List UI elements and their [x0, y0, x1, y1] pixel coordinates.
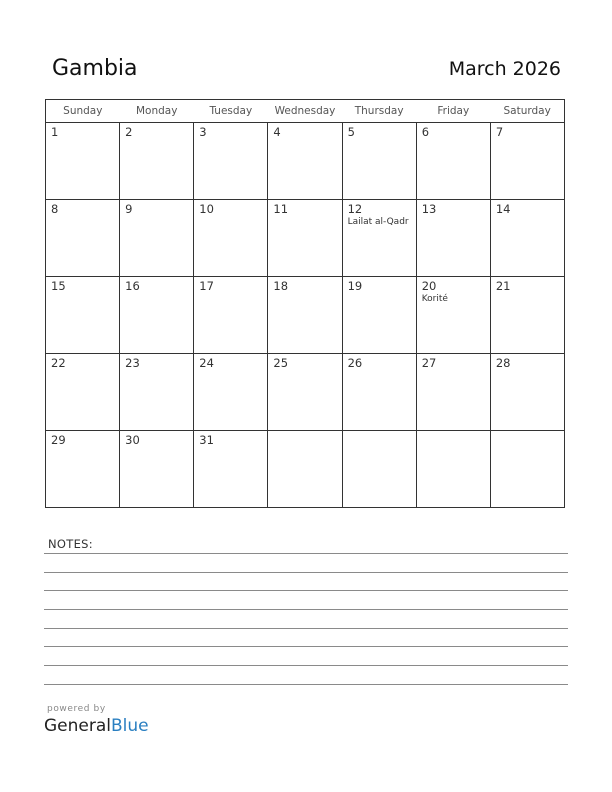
powered-by-text: powered by	[47, 704, 106, 714]
day-cell	[120, 431, 194, 508]
day-cell	[194, 354, 268, 431]
week-row	[46, 354, 565, 431]
day-number: 20	[421, 279, 437, 293]
day-number: 9	[125, 202, 133, 216]
day-cell	[416, 277, 490, 354]
day-number: 16	[125, 279, 140, 293]
day-number: 15	[51, 279, 66, 293]
day-cell	[194, 431, 268, 508]
day-cell	[342, 431, 416, 508]
weekday-monday: Monday	[120, 100, 194, 123]
day-cell	[46, 431, 120, 508]
day-cell	[490, 354, 564, 431]
calendar-grid	[45, 99, 565, 508]
day-cell	[46, 354, 120, 431]
day-cell	[490, 200, 564, 277]
week-row	[46, 277, 565, 354]
day-cell	[342, 354, 416, 431]
week-row	[46, 123, 565, 200]
day-cell	[194, 200, 268, 277]
day-number: 29	[51, 433, 66, 447]
day-cell	[120, 354, 194, 431]
day-number: 8	[51, 202, 59, 216]
note-line	[44, 553, 568, 554]
day-cell	[194, 123, 268, 200]
day-cell	[490, 123, 564, 200]
holiday-label: Lailat al-Qadr	[347, 217, 409, 227]
day-number: 28	[495, 356, 511, 370]
week-row	[46, 431, 565, 508]
day-cell	[416, 123, 490, 200]
month-year-title: March 2026	[448, 58, 561, 80]
weekday-sunday: Sunday	[46, 100, 120, 123]
note-line	[44, 628, 568, 629]
day-cell	[268, 123, 342, 200]
day-cell	[120, 123, 194, 200]
day-cell	[194, 277, 268, 354]
day-number: 14	[495, 202, 511, 216]
day-number: 12	[347, 202, 363, 216]
day-cell	[46, 123, 120, 200]
note-line	[44, 665, 568, 666]
day-cell	[342, 123, 416, 200]
weekday-wednesday: Wednesday	[268, 100, 342, 123]
day-cell	[268, 277, 342, 354]
weekday-friday: Friday	[416, 100, 490, 123]
day-cell	[416, 354, 490, 431]
day-cell	[120, 200, 194, 277]
day-number: 26	[347, 356, 363, 370]
note-line	[44, 572, 568, 573]
day-number: 7	[495, 125, 504, 139]
day-cell	[46, 277, 120, 354]
day-number: 27	[421, 356, 437, 370]
day-cell	[490, 431, 564, 508]
note-line	[44, 609, 568, 610]
holiday-label: Korité	[421, 294, 448, 304]
note-line	[44, 590, 568, 591]
day-number: 23	[125, 356, 140, 370]
day-number: 1	[51, 125, 59, 139]
note-line	[44, 684, 568, 685]
day-cell	[342, 200, 416, 277]
brand-general: General	[44, 716, 111, 736]
day-number: 13	[421, 202, 437, 216]
day-cell	[268, 354, 342, 431]
day-cell	[342, 277, 416, 354]
day-cell	[268, 200, 342, 277]
day-number: 2	[125, 125, 133, 139]
day-cell	[46, 200, 120, 277]
week-row	[46, 200, 565, 277]
day-number: 10	[199, 202, 214, 216]
weekday-header-row	[46, 100, 565, 123]
note-line	[44, 646, 568, 647]
day-number: 19	[347, 279, 363, 293]
day-number: 21	[495, 279, 511, 293]
day-number: 4	[273, 125, 281, 139]
day-cell	[416, 200, 490, 277]
day-number: 17	[199, 279, 214, 293]
country-title: Gambia	[52, 56, 138, 81]
weekday-saturday: Saturday	[490, 100, 564, 123]
weekday-thursday: Thursday	[342, 100, 416, 123]
day-number: 25	[273, 356, 289, 370]
day-number: 30	[125, 433, 140, 447]
weekday-tuesday: Tuesday	[194, 100, 268, 123]
day-number: 18	[273, 279, 289, 293]
day-number: 31	[199, 433, 214, 447]
day-cell	[490, 277, 564, 354]
day-number: 22	[51, 356, 66, 370]
day-number: 11	[273, 202, 289, 216]
notes-label: NOTES:	[48, 537, 93, 551]
day-cell	[416, 431, 490, 508]
calendar-body	[46, 123, 565, 508]
day-number: 5	[347, 125, 355, 139]
day-cell	[120, 277, 194, 354]
day-number: 6	[421, 125, 430, 139]
generalblue-logo	[44, 716, 149, 736]
day-cell	[268, 431, 342, 508]
day-number: 3	[199, 125, 207, 139]
brand-blue: Blue	[111, 716, 149, 736]
day-number: 24	[199, 356, 214, 370]
